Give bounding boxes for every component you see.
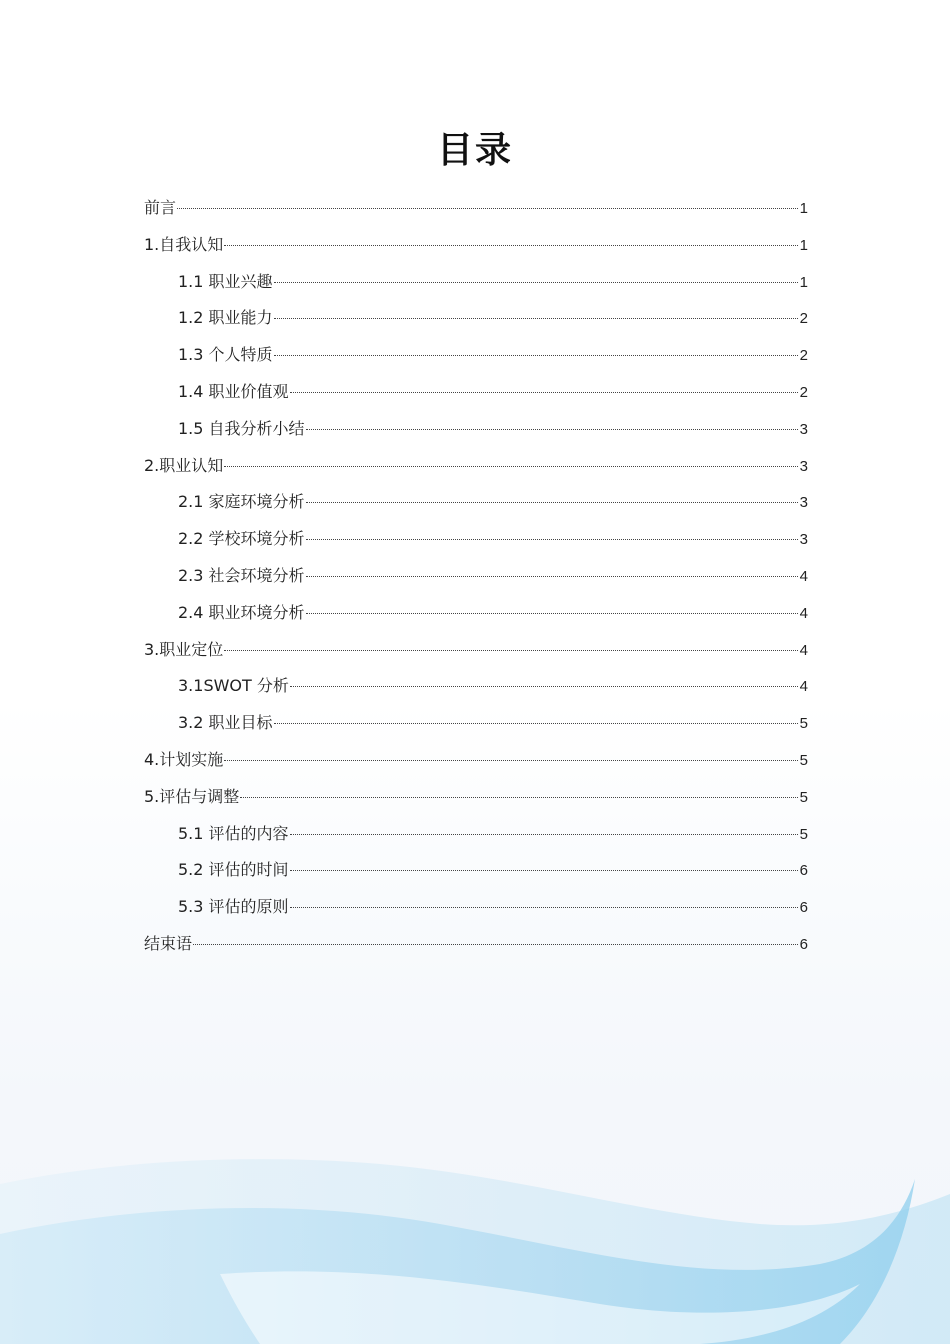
toc-entry-label: 5.2 评估的时间 [178,860,289,880]
toc-entry-page-number: 4 [799,678,808,696]
toc-entry[interactable] [144,227,808,264]
toc-entry-label: 2.1 家庭环境分析 [178,492,305,512]
toc-title: 目录 [436,130,513,171]
toc-entry[interactable] [144,668,808,705]
toc-entry[interactable] [144,779,808,816]
toc-entry-page-number: 3 [799,420,808,438]
toc-entry[interactable] [144,411,808,448]
toc-dot-leader [224,760,797,761]
toc-entry[interactable] [144,374,808,411]
toc-dot-leader [290,392,798,393]
toc-entry-label: 5.评估与调整 [144,786,240,806]
toc-entry-page-number: 1 [799,273,808,291]
table-of-contents [144,190,808,963]
toc-dot-leader [193,944,798,945]
toc-dot-leader [306,576,798,577]
toc-entry-label: 1.5 自我分析小结 [178,418,305,438]
toc-dot-leader [224,466,797,467]
toc-entry-label: 1.自我认知 [144,234,224,254]
toc-dot-leader [274,282,798,283]
toc-entry-page-number: 4 [799,567,808,585]
toc-entry-label: 2.2 学校环境分析 [178,529,305,549]
toc-dot-leader [274,318,798,319]
toc-dot-leader [290,870,798,871]
toc-entry-label: 3.1SWOT 分析 [178,676,289,696]
toc-entry-label: 前言 [144,198,177,217]
toc-dot-leader [306,429,798,430]
toc-dot-leader [290,834,798,835]
toc-dot-leader [240,797,797,798]
toc-entry[interactable] [144,190,808,227]
toc-entry[interactable] [144,742,808,779]
toc-entry-label: 5.1 评估的内容 [178,823,289,843]
toc-dot-leader [290,907,798,908]
toc-entry-page-number: 1 [799,200,808,217]
toc-entry-page-number: 6 [799,862,808,880]
toc-dot-leader [306,613,798,614]
toc-entry-page-number: 6 [799,935,808,953]
toc-entry[interactable] [144,816,808,853]
toc-entry-label: 4.计划实施 [144,749,224,769]
toc-entry[interactable] [144,337,808,374]
toc-entry[interactable] [144,632,808,669]
toc-dot-leader [306,502,798,503]
toc-entry-page-number: 4 [799,641,808,659]
toc-dot-leader [290,686,798,687]
toc-entry-label: 5.3 评估的原则 [178,897,289,917]
toc-dot-leader [274,355,798,356]
toc-entry[interactable] [144,448,808,485]
toc-entry-page-number: 3 [799,494,808,512]
toc-entry-label: 2.4 职业环境分析 [178,602,305,622]
decorative-wave [0,1154,950,1344]
toc-entry-page-number: 2 [799,310,808,328]
toc-dot-leader [224,245,797,246]
toc-entry-label: 3.2 职业目标 [178,713,273,733]
toc-dot-leader [306,539,798,540]
toc-dot-leader [224,650,797,651]
toc-entry[interactable] [144,264,808,301]
toc-entry-page-number: 5 [799,788,808,806]
toc-entry-label: 2.3 社会环境分析 [178,565,305,585]
toc-entry-page-number: 1 [799,236,808,254]
toc-entry-page-number: 5 [799,751,808,769]
toc-entry-label: 1.4 职业价值观 [178,381,289,401]
toc-entry-label: 1.1 职业兴趣 [178,271,273,291]
toc-entry-page-number: 5 [799,715,808,733]
toc-entry-page-number: 3 [799,531,808,549]
toc-entry-page-number: 3 [799,457,808,475]
toc-entry-page-number: 2 [799,383,808,401]
toc-entry[interactable] [144,300,808,337]
toc-entry-label: 3.职业定位 [144,639,224,659]
toc-entry[interactable] [144,889,808,926]
toc-dot-leader [177,208,798,209]
toc-entry[interactable] [144,852,808,889]
toc-entry-page-number: 4 [799,604,808,622]
toc-entry-label: 1.3 个人特质 [178,345,273,365]
toc-entry[interactable] [144,521,808,558]
toc-entry-page-number: 6 [799,899,808,917]
toc-entry-page-number: 2 [799,347,808,365]
toc-entry[interactable] [144,558,808,595]
toc-entry-label: 2.职业认知 [144,455,224,475]
toc-entry-label: 1.2 职业能力 [178,308,273,328]
toc-entry[interactable] [144,926,808,963]
toc-entry[interactable] [144,484,808,521]
toc-dot-leader [274,723,798,724]
toc-entry[interactable] [144,595,808,632]
toc-entry[interactable] [144,705,808,742]
toc-entry-page-number: 5 [799,825,808,843]
toc-entry-label: 结束语 [144,933,193,953]
